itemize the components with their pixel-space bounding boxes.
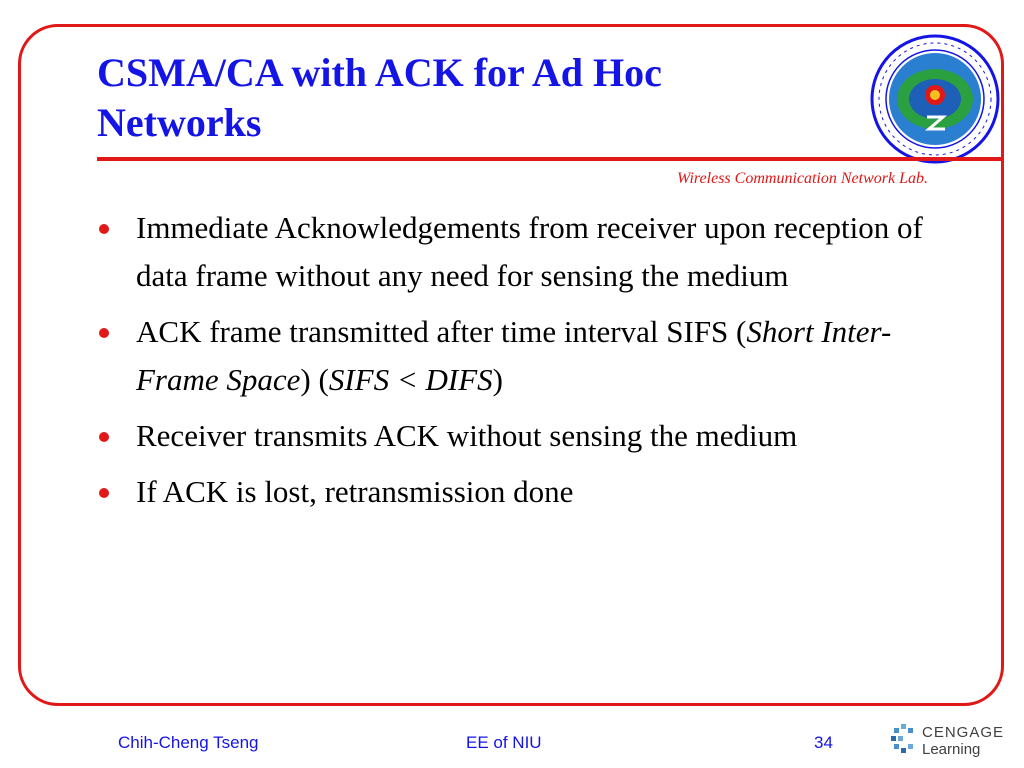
- bullet-text: If ACK is lost, retransmission done: [136, 474, 574, 509]
- bullet-dot-icon: [99, 224, 109, 234]
- bullet-item: [94, 308, 954, 404]
- bullet-item: [94, 204, 954, 300]
- lab-label: Wireless Communication Network Lab.: [677, 170, 928, 187]
- bullet-text: Receiver transmits ACK without sensing the medium: [136, 418, 798, 453]
- title-underline: [97, 157, 1003, 161]
- publisher-name: CENGAGE: [922, 724, 1005, 741]
- bullet-italic-comparison: SIFS < DIFS: [328, 362, 493, 397]
- title-line-1: CSMA/CA with ACK for Ad Hoc: [97, 50, 662, 95]
- cengage-logo-icon: [890, 722, 920, 756]
- publisher-logo: [890, 722, 1018, 762]
- bullet-text-post: ): [492, 362, 503, 397]
- bullet-italic-term: Short Inter-Frame Space: [136, 314, 892, 397]
- bullet-text-pre: ACK frame transmitted after time interval SIFS (: [136, 314, 747, 349]
- title-line-2: Networks: [97, 100, 262, 145]
- footer-department: EE of NIU: [466, 733, 542, 752]
- bullet-list: [94, 204, 954, 524]
- university-seal-icon: [869, 33, 1001, 165]
- bullet-dot-icon: [99, 488, 109, 498]
- bullet-item: [94, 412, 954, 460]
- slide-title: [97, 48, 837, 148]
- publisher-subname: Learning: [922, 741, 981, 758]
- footer-author: Chih-Cheng Tseng: [118, 733, 259, 752]
- footer-page-number: 34: [814, 733, 833, 752]
- bullet-text: Immediate Acknowledgements from receiver upon reception of data frame without any need for sensing the medium: [136, 210, 923, 293]
- bullet-dot-icon: [99, 328, 109, 338]
- bullet-text-mid: ) (: [300, 362, 329, 397]
- bullet-dot-icon: [99, 432, 109, 442]
- bullet-item: [94, 468, 954, 516]
